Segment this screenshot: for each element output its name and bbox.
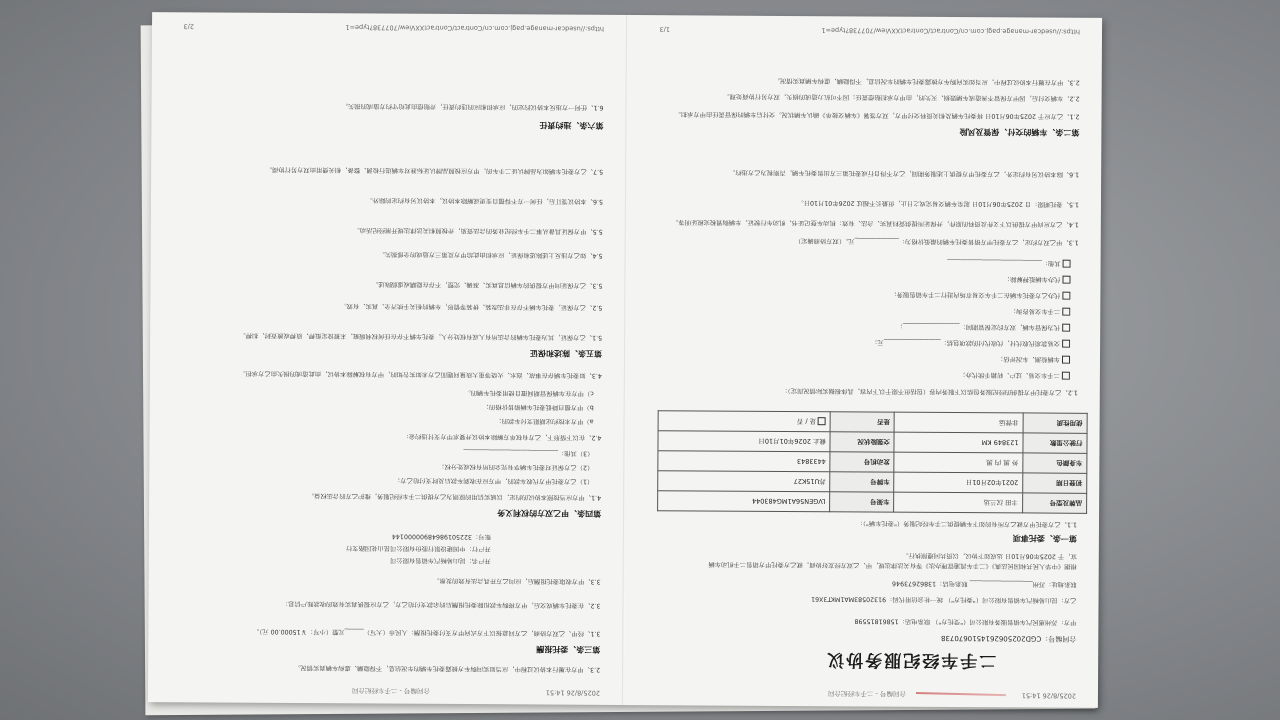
list-item <box>648 336 1070 348</box>
contract-sheet <box>148 12 1102 708</box>
clause-5-3: 5.3、乙方保证向甲方提供的车辆信息真实、准确、完整，不存在隐瞒或虚假陈述。 <box>372 280 603 289</box>
page-two <box>160 12 614 705</box>
page-title: 二手车经纪服务协议 <box>825 649 997 671</box>
list-item <box>648 272 1070 284</box>
checkbox-icon <box>1062 292 1070 300</box>
clause-2-2: 2.2、车辆交付后，因甲方保管不善造成车辆毁损、灭失的，由甲方承担赔偿责任；因不可抗力造成的损失，双方另行协商处理。 <box>723 92 1080 102</box>
list-item-text: 车辆检测、车况评估； <box>997 355 1061 363</box>
clause-5-6: 5.6、本协议签订后，任何一方不得擅自变更或解除本协议，本协议另有约定的除外。 <box>366 196 603 205</box>
clause-4-3: 4.3、如委托车辆存在事故、泡水、火烧等重大质量问题而乙方未如实告知的，甲方有权解除本协议，由此造成的损失由乙方承担。 <box>239 369 602 379</box>
list-item <box>649 256 1071 268</box>
checkbox-icon <box>1062 276 1070 284</box>
table-cell: LVGEN56A1MG483044 <box>658 491 831 512</box>
preamble-line-1: 根据《中华人民共和国民法典》《二手车流通管理办法》等有关法律法规，甲、乙双方经友好协商，就乙方委托甲方销售二手机动车辆 <box>708 560 1077 570</box>
clause-4-1: 4.1、甲方应当按照本协议的约定，以诚实信用的原则为乙方提供二手车经纪服务，维护乙方的合法权益。 <box>307 492 602 501</box>
table-cell: 丰田 汉兰达 <box>894 492 1023 513</box>
clause-1-4: 1.4、乙方应向甲方提供以下文件及资料的原件，并保证所提供资料真实、合法、有效：机动车登记证书、机动车行驶证、车辆购置税完税证明等。 <box>672 218 1079 228</box>
checkbox-icon <box>1062 324 1070 332</box>
list-item-text: c）甲方在车辆保管期间擅自使用委托车辆的。 <box>464 389 594 397</box>
table-header-cell: 是否 <box>831 412 895 432</box>
table-header-cell: 车架号 <box>830 492 894 512</box>
list-item <box>648 368 1070 380</box>
clause-1-5: 1.5、委托期限：自 2025年06月10日 起至车辆交易完成之日止，但最长不超过 2026年01月10日。 <box>797 199 1079 208</box>
print-timestamp: 2025/8/26 14:51 <box>545 688 600 697</box>
clause-3-3: 3.3、甲方收取委托报酬后，应向乙方开具合法有效的发票。 <box>433 576 601 585</box>
footer-page-number: 1/3 <box>659 25 671 34</box>
list-item-text: 代为保管车辆，双方约定保管期间：__________________； <box>896 322 1061 331</box>
preamble-line-2: 宜，于 2025年06月10日 达成如下协议，以资共同遵照执行。 <box>902 551 1077 560</box>
vehicle-info-table <box>657 410 1088 514</box>
party-b-line: 乙方：昆山易畅汽车销售有限公司（"委托方"） 统一社会信用代码：91320583MA1MKT3X61 <box>811 595 1077 604</box>
account-name: 开户名：昆山易畅汽车销售有限公司 <box>390 556 491 565</box>
clause-5-1: 5.1、乙方保证，其为委托车辆的合法所有人或有权处分人，委托车辆不存在任何权利瑕疵，未被设定抵押、质押或被查封、扣押。 <box>239 331 603 341</box>
list-item <box>172 386 594 397</box>
table-header-cell: 车牌号 <box>830 472 894 492</box>
upside-down-content <box>148 12 1102 708</box>
list-item-text: （2）乙方保证对委托车辆享有完全的所有权或处分权； <box>438 462 594 471</box>
table-header-cell: 发动机号 <box>830 452 894 472</box>
list-item <box>648 304 1070 316</box>
table-row <box>658 491 1087 514</box>
footer-url: https://usedcar-manage.pagj.com.cn/Contract/ContractXXView/707738?type=1 <box>345 23 605 33</box>
table-row <box>658 411 1087 434</box>
list-item-text: 二手车交易咨询； <box>1009 307 1061 315</box>
list-item-text: b）甲方擅自降低委托车辆销售价格的； <box>482 403 594 411</box>
clause-1-3: 1.3、甲乙双方约定，乙方委托甲方销售委托车辆的最低价格为：______________元。（双方协商确定） <box>794 237 1079 246</box>
checkbox-icon <box>1063 260 1071 268</box>
list-item-text: （3）其他：______________________________ <box>463 449 594 457</box>
check-options: 是 / 否 <box>796 417 817 426</box>
clause-5-4: 5.4、如乙方违反上述陈述和保证，应承担由此给甲方及第三方造成的全部损失。 <box>378 250 603 259</box>
clause-5-7: 5.7、乙方委托车辆如为品牌认证二手车的，甲方应按照品牌认证标准对车辆进行检测、整备，相关费用由双方另行协商。 <box>265 165 604 175</box>
table-row <box>658 471 1087 494</box>
list-item <box>171 474 593 485</box>
list-item <box>172 400 594 411</box>
section-4-title: 第四条、甲乙双方的权利义务 <box>497 508 602 518</box>
account-number: 账号：32250198648900000144 <box>391 532 491 541</box>
table-cell <box>658 411 831 432</box>
clause-1-1: 1.1、乙方委托甲方就乙方所有的如下车辆提供二手车经纪服务（"委托车辆"）： <box>856 519 1078 528</box>
party-a-line: 甲方：苏州惠民汽车销售服务有限公司（"受托方"） 联系电话：15861815598 <box>854 617 1077 626</box>
list-item <box>648 288 1070 300</box>
list-item-text: （1）乙方委托甲方代收车款的，甲方应在收到车款后及时支付给乙方； <box>394 476 594 485</box>
list-item <box>648 352 1070 364</box>
page-one <box>636 15 1090 708</box>
table-cell: 2021年02月01日 <box>894 472 1023 493</box>
footer-page-number: 2/3 <box>183 22 195 31</box>
clause-5-5: 5.5、甲方保证具备从事二手车经纪业务的合法资质，并按照相关法律法规开展经纪活动。 <box>353 226 603 235</box>
section-6-title: 第六条、违约责任 <box>539 120 604 130</box>
clause-3-1: 3.1、经甲、乙双方协商，乙方同意按以下方式向甲方支付委托报酬：人民币（大写）______元整（小写：￥15000.00 元）。 <box>252 627 601 637</box>
list-item <box>171 460 593 471</box>
list-item <box>171 446 593 457</box>
table-row <box>658 451 1087 474</box>
table-cell: 123849 KM <box>894 432 1023 453</box>
clause-1-6: 1.6、除本协议另有约定外，乙方委托甲方提供上述服务期间，乙方不得自行或委托第三方出售委托车辆，否则视为乙方违约。 <box>729 168 1080 178</box>
table-header-cell: 品牌及型号 <box>1023 493 1087 513</box>
list-item <box>648 320 1070 332</box>
checkbox-yes-icon <box>818 417 826 425</box>
account-bank: 开户行：中国建设银行股份有限公司昆山花园路支行 <box>345 544 491 553</box>
clause-2-3-continued: 2.3、甲方在履行本协议过程中，应当如实向购车方披露委托车辆的车况信息，不得隐瞒、虚构车辆真实情况。 <box>294 663 601 673</box>
party-b-address: 联系地址：苏州____________________ 联系电话：13862673946 <box>892 579 1077 588</box>
print-header: 合同编号 - 二手车经纪合同 <box>827 689 906 698</box>
clause-2-3: 2.3、甲方在履行本协议过程中，应当如实向购车方披露委托车辆的车况信息，不得隐瞒、虚构车辆真实情况。 <box>773 76 1080 86</box>
checkbox-icon <box>1062 340 1070 348</box>
table-header-cell: 初登日期 <box>1023 473 1087 493</box>
clause-3-2: 3.2、在委托车辆成交后，甲方将购车款扣除委托报酬后的余款支付给乙方，乙方应提供真实有效的收款账户信息： <box>281 599 601 609</box>
section-5-title: 第五条、陈述和保证 <box>530 348 603 358</box>
clause-5-2: 5.2、乙方保证，委托车辆不存在非法改装、拼装等情形，车辆的相关手续齐全、真实、有效。 <box>340 302 603 311</box>
print-timestamp: 2025/8/26 14:51 <box>1021 691 1076 700</box>
section-3-title: 第三条、委托报酬 <box>536 644 601 654</box>
list-item <box>172 414 594 425</box>
section-2-title: 第二条、车辆的交付、保管及风险 <box>959 127 1080 137</box>
footer-url: https://usedcar-manage.pagj.com.cn/Contract/ContractXXView/707738?type=1 <box>821 26 1081 36</box>
list-item-text: a）甲方未按约定期限支付车款的； <box>495 417 594 425</box>
print-header: 合同编号 - 二手车经纪合同 <box>351 686 430 695</box>
checkbox-icon <box>1062 308 1070 316</box>
table-header-cell: 使用性质 <box>1023 413 1087 433</box>
clause-4-2: 4.2、在以下情形下，乙方有权单方解除本协议并要求甲方支付违约金： <box>402 432 602 441</box>
list-item-text: 交易款项代收代付，代收代付的款项包括：__________________元； <box>871 338 1061 347</box>
table-header-cell: 交强险状况 <box>830 432 894 452</box>
checkbox-icon <box>1062 372 1070 380</box>
list-item-text: 二手车交易、过户、转籍手续代办； <box>959 371 1060 379</box>
list-item-text: 代办乙方委托车辆在二手车交易市场内进行二手车销售服务； <box>890 290 1061 299</box>
table-cell: 非营运 <box>895 412 1024 433</box>
list-item-text: 代办车辆抵押解除； <box>1003 275 1061 283</box>
clause-1-2: 1.2、乙方委托甲方提供的经纪服务包括以下服务内容（包括但不限于以下内容，具体根据实际情况而定）： <box>781 386 1078 396</box>
clause-2-1: 2.1、乙方应于 2025年06月10日 将委托车辆及相关资料交付甲方，双方签署《车辆交接单》确认车辆状况。交付后车辆的保管责任由甲方承担。 <box>674 110 1080 120</box>
table-cell: 苏U15K27 <box>658 471 831 492</box>
contract-number: 合同编号：CGD2025062614510670738 <box>940 633 1077 643</box>
section-1-title: 第一条、委托事项 <box>1012 533 1077 543</box>
list-item-text: 其他：______________________________ <box>947 258 1061 267</box>
checkbox-icon <box>1062 356 1070 364</box>
table-row <box>658 431 1087 454</box>
table-header-cell: 车身颜色 <box>1023 453 1087 473</box>
table-cell: 外 黑 内 黑 <box>894 452 1023 473</box>
table-cell: 截止 2026年01月10日 <box>658 431 831 452</box>
table-cell: 4433843 <box>658 451 831 472</box>
clause-6-1: 6.1、任何一方违反本协议约定的，应承担相应的违约责任，并赔偿由此给守约方造成的损失。 <box>341 102 604 111</box>
table-header-cell: 行驶公里数 <box>1023 433 1087 453</box>
